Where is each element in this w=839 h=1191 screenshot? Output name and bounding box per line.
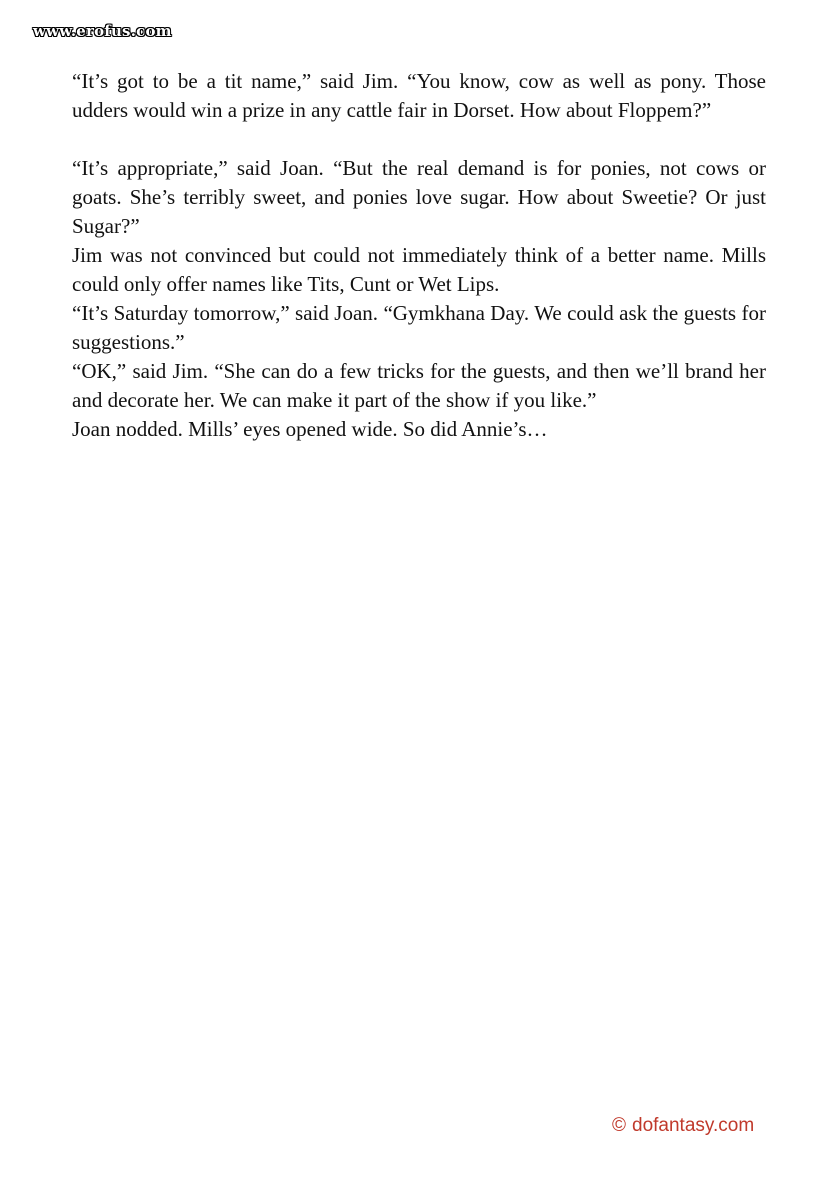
story-paragraph: “It’s appropriate,” said Joan. “But the real demand is for ponies, not cows or goats. She’s terribly sweet, and ponies love sugar. How about Sweetie? Or just Sugar?” xyxy=(72,156,766,238)
story-paragraph: Joan nodded. Mills’ eyes opened wide. So did Annie’s… xyxy=(72,417,548,441)
story-paragraph: “It’s got to be a tit name,” said Jim. “You know, cow as well as pony. Those udders would win a prize in any cattle fair in Dorset. How about Floppem?” xyxy=(72,69,766,122)
story-paragraph: Jim was not convinced but could not immediately think of a better name. Mills could only offer names like Tits, Cunt or Wet Lips. xyxy=(72,243,766,296)
copyright-icon: © xyxy=(612,1115,626,1136)
story-paragraph: “OK,” said Jim. “She can do a few tricks for the guests, and then we’ll brand her and decorate her. We can make it part of the show if you like.” xyxy=(72,359,766,412)
story-text xyxy=(72,67,766,444)
footer-site-name: dofantasy.com xyxy=(632,1115,755,1136)
watermark-logo: www.erofus.com xyxy=(33,22,172,40)
footer-credit xyxy=(612,1115,754,1137)
story-paragraph: “It’s Saturday tomorrow,” said Joan. “Gymkhana Day. We could ask the guests for suggestions.” xyxy=(72,301,766,354)
